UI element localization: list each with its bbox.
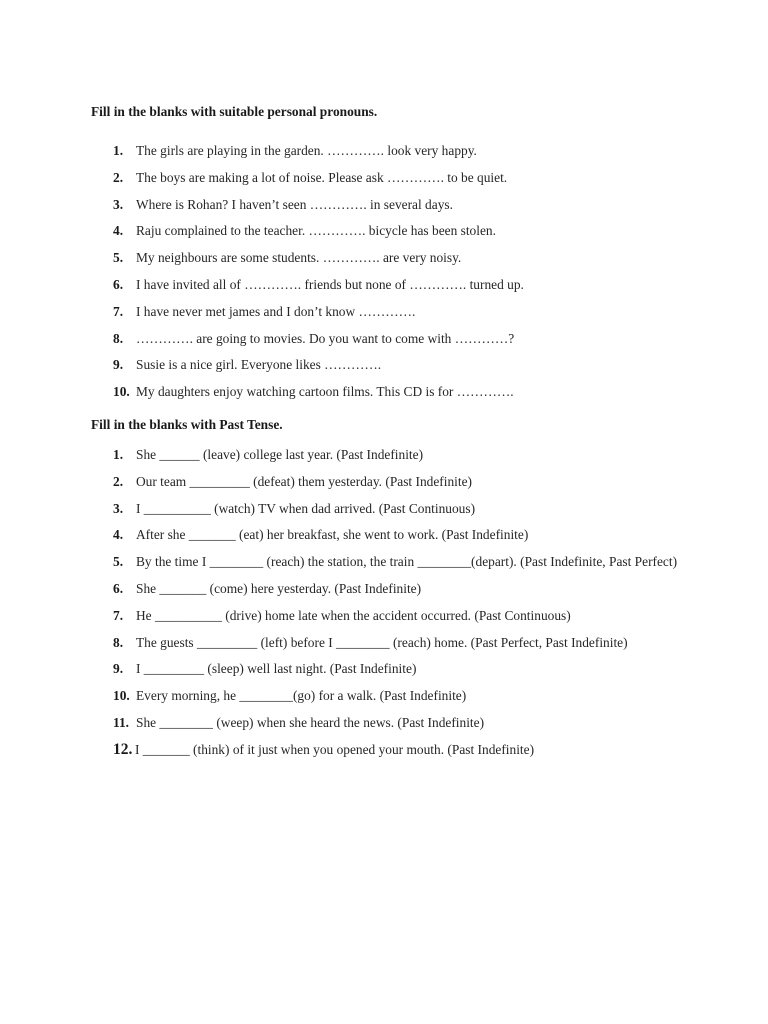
item-number: 3.: [113, 196, 124, 212]
exercise-item: [0, 192, 768, 219]
item-text: The girls are playing in the garden. …………. look very happy.: [136, 143, 477, 158]
exercise-item: [0, 603, 768, 630]
item-number: 8.: [113, 634, 124, 650]
item-number: 5.: [113, 250, 124, 266]
exercise-list-pronouns: [0, 138, 768, 406]
item-text: Every morning, he ________(go) for a walk. (Past Indefinite): [136, 688, 467, 704]
exercise-item: [0, 379, 768, 406]
item-text: I _________ (sleep) well last night. (Past Indefinite): [136, 661, 417, 677]
item-number: 1.: [113, 447, 124, 462]
item-number: 7.: [113, 607, 124, 623]
item-number: 5.: [113, 554, 124, 570]
exercise-item: [0, 272, 768, 299]
item-number: 4.: [113, 223, 124, 239]
exercise-item: [0, 683, 768, 710]
exercise-item: [0, 165, 768, 192]
item-number: 10.: [113, 384, 130, 400]
item-text: After she _______ (eat) her breakfast, she went to work. (Past Indefinite): [136, 527, 529, 543]
section-heading-pronouns: Fill in the blanks with suitable personal pronouns.: [91, 104, 378, 119]
item-text: Raju complained to the teacher. …………. bicycle has been stolen.: [136, 223, 496, 239]
exercise-item: [0, 522, 768, 549]
item-number: 10.: [113, 688, 130, 704]
item-text: Our team _________ (defeat) them yesterday. (Past Indefinite): [136, 473, 473, 489]
item-text: He __________ (drive) home late when the accident occurred. (Past Continuous): [136, 607, 571, 623]
item-number: 3.: [113, 500, 124, 516]
item-text: By the time I ________ (reach) the station, the train ________(depart). (Past Indefinite, Past Perfect): [136, 554, 678, 570]
exercise-item: [0, 469, 768, 496]
item-number: 2.: [113, 473, 124, 489]
item-text: The boys are making a lot of noise. Please ask …………. to be quiet.: [136, 169, 508, 185]
item-number: 9.: [113, 357, 124, 373]
item-text: My neighbours are some students. …………. are very noisy.: [136, 250, 462, 266]
item-text: The guests _________ (left) before I ________ (reach) home. (Past Perfect, Past Indefinite): [136, 634, 628, 650]
item-number: 12.: [113, 740, 133, 758]
exercise-list-past-tense: [0, 442, 768, 764]
exercise-item: [0, 737, 768, 764]
exercise-item: [0, 576, 768, 603]
item-number: 6.: [113, 580, 124, 596]
item-number: 7.: [113, 303, 124, 319]
item-text: I have never met james and I don’t know ………….: [136, 303, 416, 319]
item-text: …………. are going to movies. Do you want to come with …………?: [136, 330, 515, 346]
item-number: 1.: [113, 143, 124, 158]
exercise-item: [0, 245, 768, 272]
exercise-item: [0, 656, 768, 683]
exercise-item: [0, 549, 768, 576]
item-number: 9.: [113, 661, 124, 677]
item-number: 11.: [113, 714, 129, 730]
exercise-item: [0, 218, 768, 245]
exercise-item: [0, 630, 768, 657]
item-text: She ________ (weep) when she heard the news. (Past Indefinite): [136, 714, 485, 730]
exercise-item: [0, 299, 768, 326]
item-text: I __________ (watch) TV when dad arrived. (Past Continuous): [136, 500, 476, 516]
item-text: I _______ (think) of it just when you opened your mouth. (Past Indefinite): [135, 741, 535, 757]
item-number: 8.: [113, 330, 124, 346]
item-text: She _______ (come) here yesterday. (Past Indefinite): [136, 580, 422, 596]
exercise-item: [0, 352, 768, 379]
item-number: 2.: [113, 169, 124, 185]
item-text: Susie is a nice girl. Everyone likes ………….: [136, 357, 382, 373]
item-text: My daughters enjoy watching cartoon films. This CD is for ………….: [136, 384, 514, 400]
exercise-item: [0, 710, 768, 737]
item-text: I have invited all of …………. friends but none of …………. turned up.: [136, 276, 524, 292]
exercise-item: [0, 442, 768, 469]
exercise-item: [0, 496, 768, 523]
section-heading-past-tense: Fill in the blanks with Past Tense.: [91, 417, 283, 432]
item-text: Where is Rohan? I haven’t seen …………. in several days.: [136, 196, 453, 212]
item-number: 4.: [113, 527, 124, 543]
exercise-item: [0, 138, 768, 165]
exercise-item: [0, 326, 768, 353]
item-text: She ______ (leave) college last year. (Past Indefinite): [136, 447, 424, 462]
item-number: 6.: [113, 276, 124, 292]
